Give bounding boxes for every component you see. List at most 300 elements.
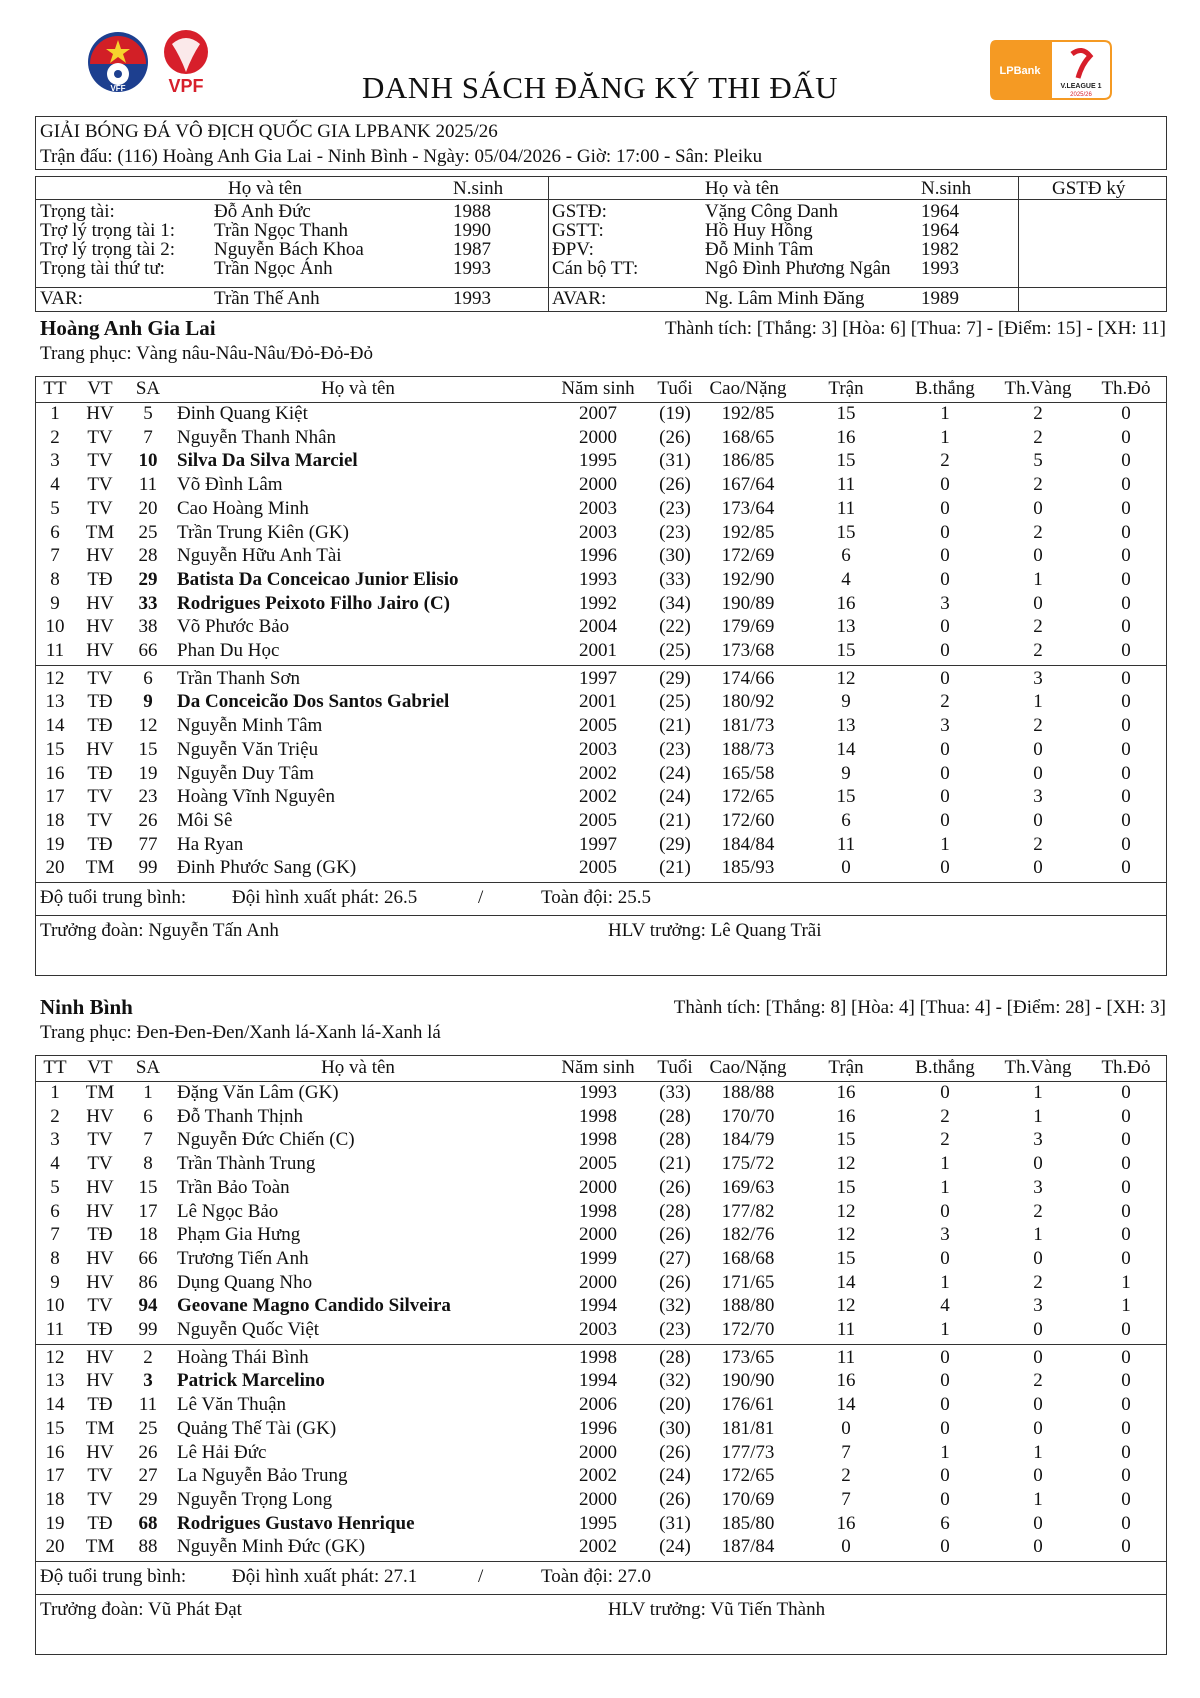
official-year: 1964 — [921, 201, 959, 222]
player-red: 0 — [1121, 1082, 1131, 1103]
player-vt: HV — [86, 616, 114, 638]
player-year: 1995 — [579, 1512, 617, 1534]
player-year: 2000 — [579, 426, 617, 448]
player-matches: 12 — [836, 1295, 856, 1317]
player-year: 2005 — [579, 809, 617, 831]
player-hw: 177/82 — [721, 1200, 775, 1222]
player-hw: 188/88 — [721, 1082, 775, 1103]
player-name: Nguyễn Minh Tâm — [177, 715, 323, 737]
player-name: Lê Hải Đức — [177, 1441, 267, 1463]
official-role: GSTT: — [552, 220, 604, 241]
player-age: (23) — [659, 738, 691, 760]
player-name: Trần Thanh Sơn — [177, 667, 301, 689]
avg-age-sep: / — [478, 1566, 484, 1587]
player-goals: 2 — [940, 450, 950, 472]
player-yellow: 0 — [1033, 1536, 1043, 1558]
player-age: (31) — [659, 1512, 691, 1534]
player-age: (26) — [659, 1488, 691, 1510]
player-yellow: 2 — [1033, 474, 1043, 496]
official-name: Ngô Đình Phương Ngân — [705, 258, 891, 279]
player-vt: HV — [86, 403, 114, 424]
player-goals: 0 — [940, 1488, 950, 1510]
player-age: (21) — [659, 715, 691, 737]
player-sa: 33 — [138, 592, 158, 614]
table-body-divider — [35, 882, 1167, 883]
player-tt: 20 — [45, 1536, 65, 1558]
player-year: 2002 — [579, 786, 617, 808]
player-year: 2005 — [579, 715, 617, 737]
player-name: Rodrigues Peixoto Filho Jairo (C) — [177, 592, 451, 614]
player-age: (34) — [659, 592, 691, 614]
player-vt: HV — [86, 640, 114, 661]
player-matches: 16 — [836, 1370, 856, 1392]
player-yellow: 0 — [1033, 1394, 1043, 1416]
player-name: Lê Ngọc Bảo — [177, 1200, 279, 1222]
official-year: 1993 — [453, 288, 491, 309]
official-name: Nguyễn Bách Khoa — [214, 239, 364, 260]
player-tt: 3 — [50, 450, 60, 472]
player-matches: 15 — [836, 1247, 856, 1269]
column-header: TT — [43, 1057, 67, 1078]
officials-head-name: Họ và tên — [228, 178, 302, 199]
player-age: (30) — [659, 1417, 691, 1439]
player-hw: 188/80 — [721, 1295, 775, 1317]
player-year: 1998 — [579, 1105, 617, 1127]
official-name: Đỗ Anh Đức — [214, 201, 311, 222]
player-vt: HV — [86, 738, 114, 760]
player-age: (30) — [659, 545, 691, 567]
player-matches: 15 — [836, 1176, 856, 1198]
player-vt: TV — [87, 809, 113, 831]
player-sa: 27 — [138, 1465, 158, 1487]
player-tt: 14 — [45, 1394, 65, 1416]
player-matches: 6 — [841, 545, 851, 567]
player-red: 0 — [1121, 857, 1131, 879]
player-red: 0 — [1121, 1441, 1131, 1463]
player-yellow: 0 — [1033, 1153, 1043, 1175]
player-year: 1998 — [579, 1346, 617, 1368]
player-hw: 192/85 — [721, 403, 775, 424]
player-name: Nguyễn Thanh Nhân — [177, 426, 337, 448]
player-vt: TV — [87, 1129, 113, 1151]
player-red: 1 — [1121, 1295, 1131, 1317]
player-hw: 175/72 — [721, 1153, 775, 1175]
player-age: (21) — [659, 809, 691, 831]
player-name: Da Conceicão Dos Santos Gabriel — [177, 691, 450, 713]
official-year: 1987 — [453, 239, 491, 260]
player-age: (28) — [659, 1200, 691, 1222]
player-yellow: 1 — [1033, 568, 1043, 590]
player-age: (31) — [659, 450, 691, 472]
player-goals: 0 — [940, 568, 950, 590]
player-year: 1996 — [579, 545, 617, 567]
player-vt: HV — [86, 545, 114, 567]
player-tt: 4 — [50, 474, 60, 496]
player-year: 2004 — [579, 616, 617, 638]
player-age: (19) — [659, 403, 691, 424]
player-year: 1994 — [579, 1370, 617, 1392]
player-hw: 181/73 — [721, 715, 775, 737]
official-role: Trọng tài: — [40, 201, 115, 222]
player-sa: 5 — [143, 403, 153, 424]
player-vt: HV — [86, 1346, 114, 1368]
avg-age-label: Độ tuổi trung bình: — [40, 887, 187, 908]
player-yellow: 2 — [1033, 403, 1043, 424]
player-tt: 9 — [50, 592, 60, 614]
player-age: (23) — [659, 521, 691, 543]
player-red: 0 — [1121, 497, 1131, 519]
player-yellow: 0 — [1033, 1465, 1043, 1487]
player-tt: 9 — [50, 1271, 60, 1293]
player-goals: 1 — [940, 833, 950, 855]
player-sa: 20 — [138, 497, 158, 519]
column-header: Tuổi — [657, 1057, 693, 1078]
player-age: (24) — [659, 1536, 691, 1558]
player-red: 0 — [1121, 715, 1131, 737]
team-kit: Trang phục: Vàng nâu-Nâu-Nâu/Đỏ-Đỏ-Đỏ — [40, 343, 373, 364]
player-goals: 2 — [940, 691, 950, 713]
player-name: Silva Da Silva Marciel — [177, 450, 358, 472]
player-hw: 170/69 — [721, 1488, 775, 1510]
tournament-name: GIẢI BÓNG ĐÁ VÔ ĐỊCH QUỐC GIA LPBANK 2025/26 — [40, 121, 498, 142]
player-matches: 0 — [841, 857, 851, 879]
player-hw: 172/60 — [721, 809, 775, 831]
player-sa: 19 — [138, 762, 158, 784]
player-yellow: 2 — [1033, 715, 1043, 737]
vpf-logo-text: VPF — [168, 76, 204, 96]
player-age: (29) — [659, 833, 691, 855]
player-year: 2003 — [579, 521, 617, 543]
player-tt: 19 — [45, 1512, 65, 1534]
player-vt: TĐ — [87, 568, 113, 590]
player-name: Lê Văn Thuận — [177, 1394, 287, 1416]
player-yellow: 1 — [1033, 1224, 1043, 1246]
player-goals: 1 — [940, 1441, 950, 1463]
player-age: (32) — [659, 1370, 691, 1392]
column-header: B.thắng — [915, 378, 975, 399]
player-red: 0 — [1121, 1200, 1131, 1222]
player-tt: 12 — [45, 1346, 65, 1368]
player-year: 1998 — [579, 1129, 617, 1151]
player-year: 2002 — [579, 1465, 617, 1487]
player-age: (26) — [659, 1441, 691, 1463]
player-matches: 0 — [841, 1417, 851, 1439]
player-name: Ha Ryan — [177, 833, 244, 855]
player-red: 0 — [1121, 762, 1131, 784]
column-header: Th.Vàng — [1004, 1057, 1072, 1078]
player-matches: 16 — [836, 1082, 856, 1103]
player-goals: 0 — [940, 1346, 950, 1368]
player-name: Dụng Quang Nho — [177, 1271, 313, 1293]
player-name: Đinh Phước Sang (GK) — [177, 857, 357, 879]
player-year: 2006 — [579, 1394, 617, 1416]
player-year: 2003 — [579, 497, 617, 519]
player-yellow: 2 — [1033, 833, 1043, 855]
table-body-divider — [35, 1561, 1167, 1562]
player-goals: 3 — [940, 1224, 950, 1246]
player-year: 2001 — [579, 691, 617, 713]
player-vt: HV — [86, 1247, 114, 1269]
player-red: 0 — [1121, 592, 1131, 614]
player-year: 1998 — [579, 1200, 617, 1222]
player-vt: HV — [86, 1200, 114, 1222]
player-vt: TĐ — [87, 833, 113, 855]
player-red: 0 — [1121, 1346, 1131, 1368]
player-year: 2001 — [579, 640, 617, 661]
player-matches: 11 — [836, 1319, 856, 1340]
player-sa: 68 — [138, 1512, 158, 1534]
player-matches: 9 — [841, 691, 851, 713]
player-hw: 192/85 — [721, 521, 775, 543]
official-role: Trọng tài thứ tư: — [40, 258, 165, 279]
player-tt: 5 — [50, 497, 60, 519]
player-vt: TV — [87, 426, 113, 448]
player-sa: 1 — [143, 1082, 153, 1103]
avg-age-start: Đội hình xuất phát: 27.1 — [232, 1566, 418, 1587]
player-goals: 1 — [940, 1176, 950, 1198]
player-tt: 6 — [50, 1200, 60, 1222]
player-sa: 25 — [138, 1417, 158, 1439]
player-matches: 15 — [836, 521, 856, 543]
player-tt: 6 — [50, 521, 60, 543]
player-matches: 6 — [841, 809, 851, 831]
player-goals: 0 — [940, 474, 950, 496]
player-vt: TV — [87, 667, 113, 689]
player-goals: 0 — [940, 667, 950, 689]
column-header: Năm sinh — [561, 378, 635, 399]
player-red: 0 — [1121, 1319, 1131, 1340]
lineup-divider — [35, 1344, 1167, 1345]
official-year: 1993 — [453, 258, 491, 279]
player-matches: 4 — [841, 568, 851, 590]
player-goals: 0 — [940, 809, 950, 831]
player-hw: 184/79 — [721, 1129, 775, 1151]
player-matches: 11 — [836, 1346, 856, 1368]
player-age: (20) — [659, 1394, 691, 1416]
official-role: Trợ lý trọng tài 1: — [40, 220, 175, 241]
player-hw: 170/70 — [721, 1105, 775, 1127]
player-name: Nguyễn Hữu Anh Tài — [177, 545, 342, 567]
player-tt: 1 — [50, 1082, 60, 1103]
player-sa: 86 — [138, 1271, 158, 1293]
player-goals: 0 — [940, 738, 950, 760]
team-name: Hoàng Anh Gia Lai — [40, 316, 216, 340]
player-hw: 168/65 — [721, 426, 775, 448]
team-kit: Trang phục: Đen-Đen-Đen/Xanh lá-Xanh lá-Xanh lá — [40, 1022, 441, 1043]
official-year: 1990 — [453, 220, 491, 241]
player-name: Hoàng Vĩnh Nguyên — [177, 786, 335, 808]
player-yellow: 0 — [1033, 738, 1043, 760]
player-sa: 6 — [143, 1105, 153, 1127]
player-age: (25) — [659, 640, 691, 661]
player-sa: 9 — [143, 691, 153, 713]
player-vt: TV — [87, 1153, 113, 1175]
player-goals: 0 — [940, 497, 950, 519]
player-year: 2000 — [579, 474, 617, 496]
player-vt: TĐ — [87, 1512, 113, 1534]
player-vt: TV — [87, 450, 113, 472]
column-header: Th.Đỏ — [1101, 378, 1151, 399]
player-hw: 172/69 — [721, 545, 775, 567]
player-yellow: 0 — [1033, 1346, 1043, 1368]
player-vt: HV — [86, 1176, 114, 1198]
player-year: 2000 — [579, 1271, 617, 1293]
player-year: 1993 — [579, 1082, 617, 1103]
player-tt: 10 — [45, 1295, 65, 1317]
player-hw: 172/65 — [721, 786, 775, 808]
player-yellow: 1 — [1033, 1105, 1043, 1127]
player-year: 1996 — [579, 1417, 617, 1439]
player-tt: 17 — [45, 1465, 65, 1487]
player-sa: 66 — [138, 1247, 158, 1269]
official-role: VAR: — [40, 288, 83, 309]
player-red: 0 — [1121, 568, 1131, 590]
player-red: 0 — [1121, 403, 1131, 424]
player-goals: 1 — [940, 1153, 950, 1175]
player-vt: HV — [86, 1105, 114, 1127]
player-matches: 12 — [836, 1200, 856, 1222]
player-yellow: 2 — [1033, 521, 1043, 543]
player-yellow: 5 — [1033, 450, 1043, 472]
player-age: (26) — [659, 1224, 691, 1246]
player-vt: TM — [85, 521, 115, 543]
player-tt: 2 — [50, 1105, 60, 1127]
player-sa: 7 — [143, 1129, 153, 1151]
player-goals: 1 — [940, 1271, 950, 1293]
player-matches: 16 — [836, 592, 856, 614]
player-matches: 16 — [836, 1512, 856, 1534]
official-role: Cán bộ TT: — [552, 258, 639, 279]
player-yellow: 0 — [1033, 762, 1043, 784]
player-sa: 94 — [138, 1295, 158, 1317]
player-vt: HV — [86, 1370, 114, 1392]
player-hw: 181/81 — [721, 1417, 775, 1439]
player-age: (28) — [659, 1346, 691, 1368]
official-year: 1989 — [921, 288, 959, 309]
player-name: Rodrigues Gustavo Henrique — [177, 1512, 415, 1534]
officials-head-year-right: N.sinh — [921, 178, 972, 199]
player-red: 0 — [1121, 691, 1131, 713]
player-vt: TV — [87, 1465, 113, 1487]
player-yellow: 1 — [1033, 1082, 1043, 1103]
player-age: (24) — [659, 762, 691, 784]
player-yellow: 1 — [1033, 1441, 1043, 1463]
player-age: (23) — [659, 497, 691, 519]
player-name: Nguyễn Trọng Long — [177, 1488, 333, 1510]
player-yellow: 0 — [1033, 545, 1043, 567]
player-hw: 168/68 — [721, 1247, 775, 1269]
player-sa: 7 — [143, 426, 153, 448]
player-goals: 0 — [940, 616, 950, 638]
column-header: Cao/Nặng — [709, 378, 787, 399]
official-name: Trần Thế Anh — [214, 288, 320, 309]
lineup-divider — [35, 665, 1167, 666]
player-hw: 184/84 — [721, 833, 775, 855]
player-goals: 3 — [940, 592, 950, 614]
player-hw: 169/63 — [721, 1176, 775, 1198]
player-hw: 185/80 — [721, 1512, 775, 1534]
player-matches: 11 — [836, 497, 856, 519]
player-hw: 179/69 — [721, 616, 775, 638]
official-role: GSTĐ: — [552, 201, 607, 222]
team-record: Thành tích: [Thắng: 3] [Hòa: 6] [Thua: 7] - [Điểm: 15] - [XH: 11] — [664, 318, 1166, 339]
player-matches: 12 — [836, 667, 856, 689]
player-matches: 13 — [836, 715, 856, 737]
player-age: (28) — [659, 1105, 691, 1127]
column-header: B.thắng — [915, 1057, 975, 1078]
player-year: 2000 — [579, 1176, 617, 1198]
player-matches: 0 — [841, 1536, 851, 1558]
player-matches: 9 — [841, 762, 851, 784]
player-year: 1994 — [579, 1295, 617, 1317]
player-vt: TĐ — [87, 762, 113, 784]
player-vt: TV — [87, 1488, 113, 1510]
player-hw: 173/65 — [721, 1346, 775, 1368]
column-header: Họ và tên — [321, 1057, 395, 1078]
player-yellow: 0 — [1033, 1319, 1043, 1340]
player-yellow: 2 — [1033, 640, 1043, 661]
player-year: 2005 — [579, 857, 617, 879]
player-year: 1995 — [579, 450, 617, 472]
player-hw: 190/89 — [721, 592, 775, 614]
player-hw: 180/92 — [721, 691, 775, 713]
head-coach: HLV trưởng: Vũ Tiến Thành — [608, 1599, 826, 1620]
player-hw: 177/73 — [721, 1441, 775, 1463]
player-name: La Nguyễn Bảo Trung — [177, 1465, 348, 1487]
player-age: (26) — [659, 1271, 691, 1293]
player-age: (25) — [659, 691, 691, 713]
player-tt: 10 — [45, 616, 65, 638]
player-red: 0 — [1121, 1536, 1131, 1558]
player-age: (26) — [659, 474, 691, 496]
player-tt: 19 — [45, 833, 65, 855]
player-sa: 2 — [143, 1346, 153, 1368]
player-sa: 29 — [138, 568, 158, 590]
player-red: 0 — [1121, 1105, 1131, 1127]
player-vt: TV — [87, 497, 113, 519]
player-vt: TM — [85, 857, 115, 879]
player-tt: 8 — [50, 568, 60, 590]
player-name: Nguyễn Minh Đức (GK) — [177, 1536, 366, 1558]
player-year: 2000 — [579, 1224, 617, 1246]
player-age: (22) — [659, 616, 691, 638]
player-goals: 0 — [940, 1536, 950, 1558]
player-vt: HV — [86, 592, 114, 614]
player-yellow: 1 — [1033, 1488, 1043, 1510]
player-sa: 77 — [138, 833, 158, 855]
head-coach: HLV trưởng: Lê Quang Trãi — [608, 920, 822, 941]
player-year: 2002 — [579, 762, 617, 784]
team-manager: Trưởng đoàn: Nguyễn Tấn Anh — [40, 920, 279, 941]
column-header: SA — [135, 1057, 161, 1078]
player-name: Trương Tiến Anh — [177, 1247, 309, 1269]
player-name: Nguyễn Quốc Việt — [177, 1319, 320, 1340]
player-age: (33) — [659, 568, 691, 590]
player-goals: 0 — [940, 640, 950, 661]
player-vt: TM — [85, 1536, 115, 1558]
player-matches: 15 — [836, 403, 856, 424]
player-sa: 17 — [138, 1200, 158, 1222]
player-red: 0 — [1121, 1512, 1131, 1534]
player-vt: TM — [85, 1082, 115, 1103]
officials-head-name-right: Họ và tên — [705, 178, 779, 199]
player-goals: 0 — [940, 857, 950, 879]
player-vt: HV — [86, 1441, 114, 1463]
player-name: Võ Đình Lâm — [177, 474, 283, 496]
player-goals: 0 — [940, 1200, 950, 1222]
player-sa: 38 — [138, 616, 158, 638]
player-sa: 88 — [138, 1536, 158, 1558]
